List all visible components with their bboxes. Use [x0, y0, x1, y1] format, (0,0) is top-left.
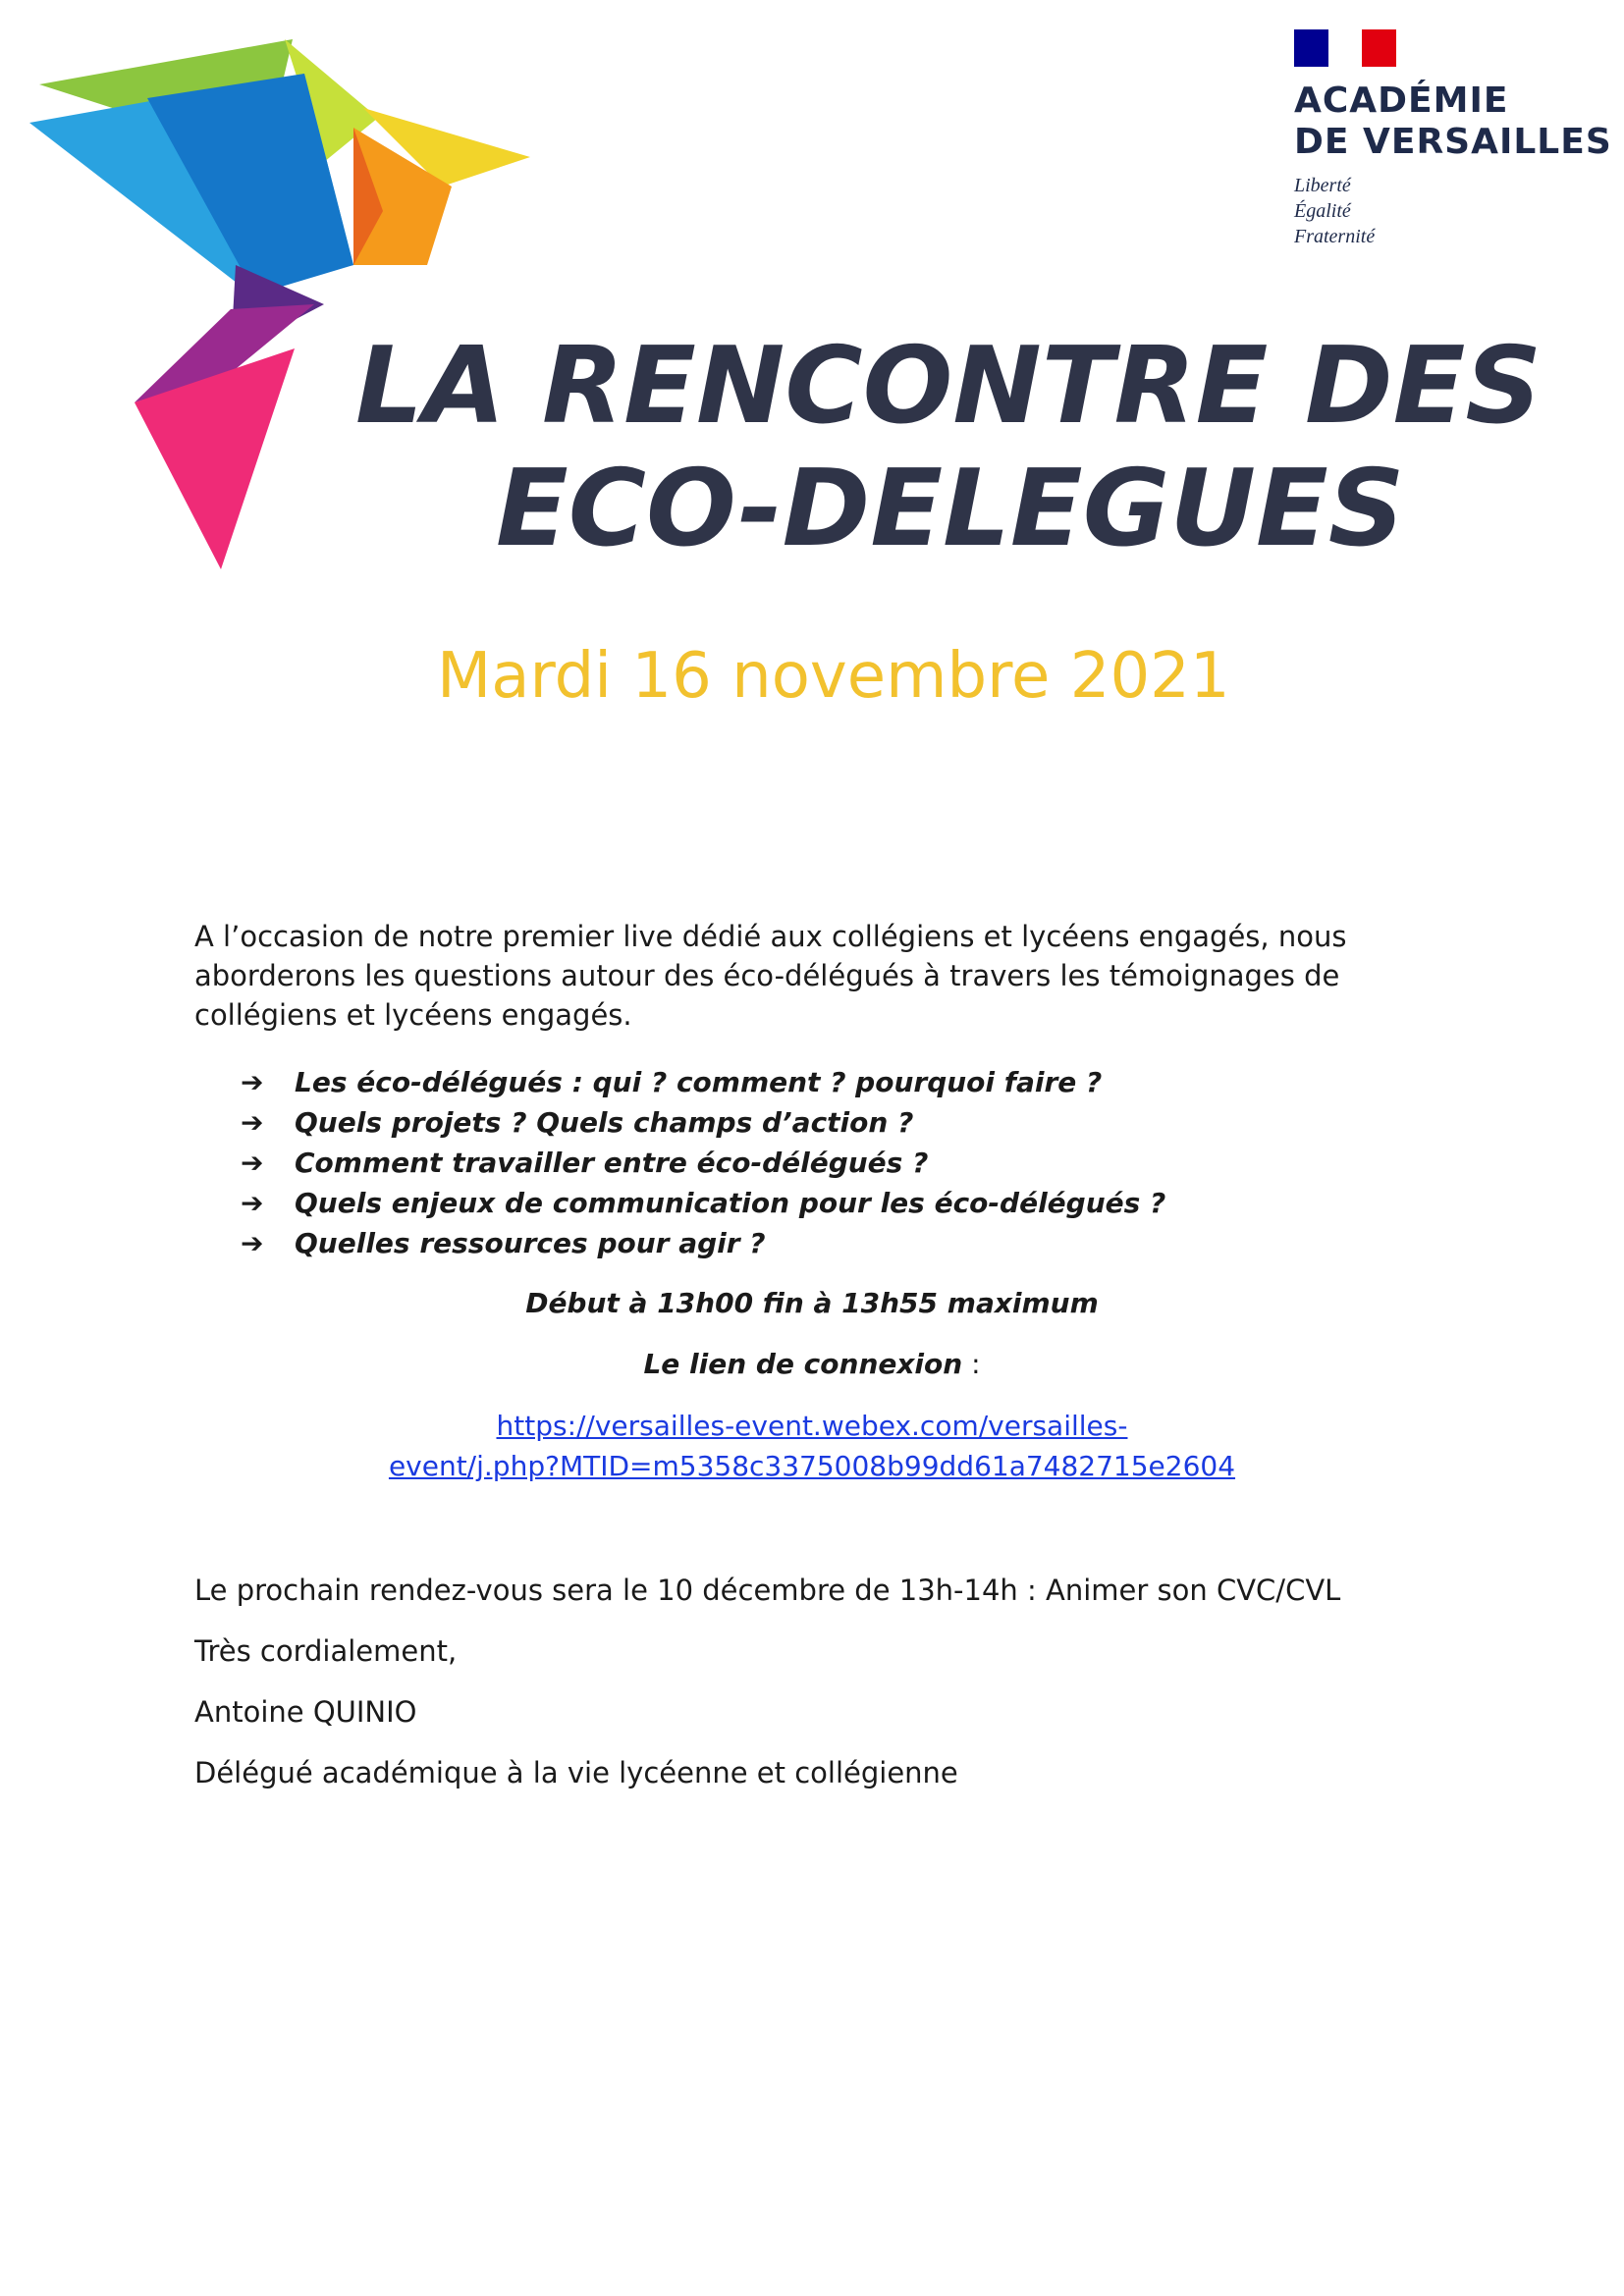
closing-text: Très cordialement, [194, 1634, 458, 1668]
next-meeting-text: Le prochain rendez-vous sera le 10 décembre de 13h-14h : Animer son CVC/CVL [194, 1574, 1341, 1607]
webex-connection-link[interactable] [0, 1406, 1624, 1486]
signature-name: Antoine QUINIO [194, 1695, 417, 1729]
arrow-icon: ➔ [241, 1106, 264, 1139]
list-item [241, 1143, 1165, 1183]
institution-name-line-1: ACADÉMIE [1294, 80, 1509, 121]
intro-paragraph: A l’occasion de notre premier live dédié aux collégiens et lycéens engagés, nous aborderons les questions autour des éco-délégués à travers les témoignages de collégiens et lycéens engagés. [194, 920, 1347, 1032]
academie-logo [1294, 29, 1612, 249]
motto-liberte: Liberté [1294, 175, 1351, 196]
topic-text: Quels enjeux de communication pour les éco-délégués ? [295, 1187, 1166, 1219]
link-line-2: event/j.php?MTID=m5358c3375008b99dd61a7482715e2604 [388, 1450, 1236, 1482]
origami-bird-logo [29, 39, 540, 599]
link-line-1: https://versailles-event.webex.com/versailles- [496, 1410, 1128, 1442]
motto-egalite: Égalité [1294, 200, 1351, 222]
arrow-icon: ➔ [241, 1066, 264, 1098]
event-title-line-1: LA RENCONTRE DES [355, 325, 1543, 448]
list-item [241, 1062, 1165, 1102]
list-item [241, 1102, 1165, 1143]
topic-text: Quels projets ? Quels champs d’action ? [295, 1106, 914, 1139]
french-flag-icon [1294, 29, 1396, 67]
list-item [241, 1223, 1165, 1263]
institution-name-line-2: DE VERSAILLES [1294, 122, 1612, 162]
topic-text: Quelles ressources pour agir ? [295, 1227, 766, 1259]
schedule-text: Début à 13h00 fin à 13h55 maximum [525, 1287, 1099, 1319]
arrow-icon: ➔ [241, 1147, 264, 1179]
topic-list [241, 1062, 1165, 1263]
event-title-line-2: ECO-DELEGUES [496, 448, 1405, 570]
signature-role: Délégué académique à la vie lycéenne et collégienne [194, 1756, 958, 1789]
connection-link-label [0, 1345, 1624, 1384]
topic-text: Comment travailler entre éco-délégués ? [295, 1147, 929, 1179]
topic-text: Les éco-délégués : qui ? comment ? pourquoi faire ? [295, 1066, 1103, 1098]
link-label-text: Le lien de connexion [643, 1348, 963, 1380]
motto-fraternite: Fraternité [1294, 226, 1376, 247]
event-date: Mardi 16 novembre 2021 [437, 640, 1230, 713]
arrow-icon: ➔ [241, 1187, 264, 1219]
arrow-icon: ➔ [241, 1227, 264, 1259]
list-item [241, 1183, 1165, 1223]
link-label-colon: : [962, 1348, 981, 1380]
